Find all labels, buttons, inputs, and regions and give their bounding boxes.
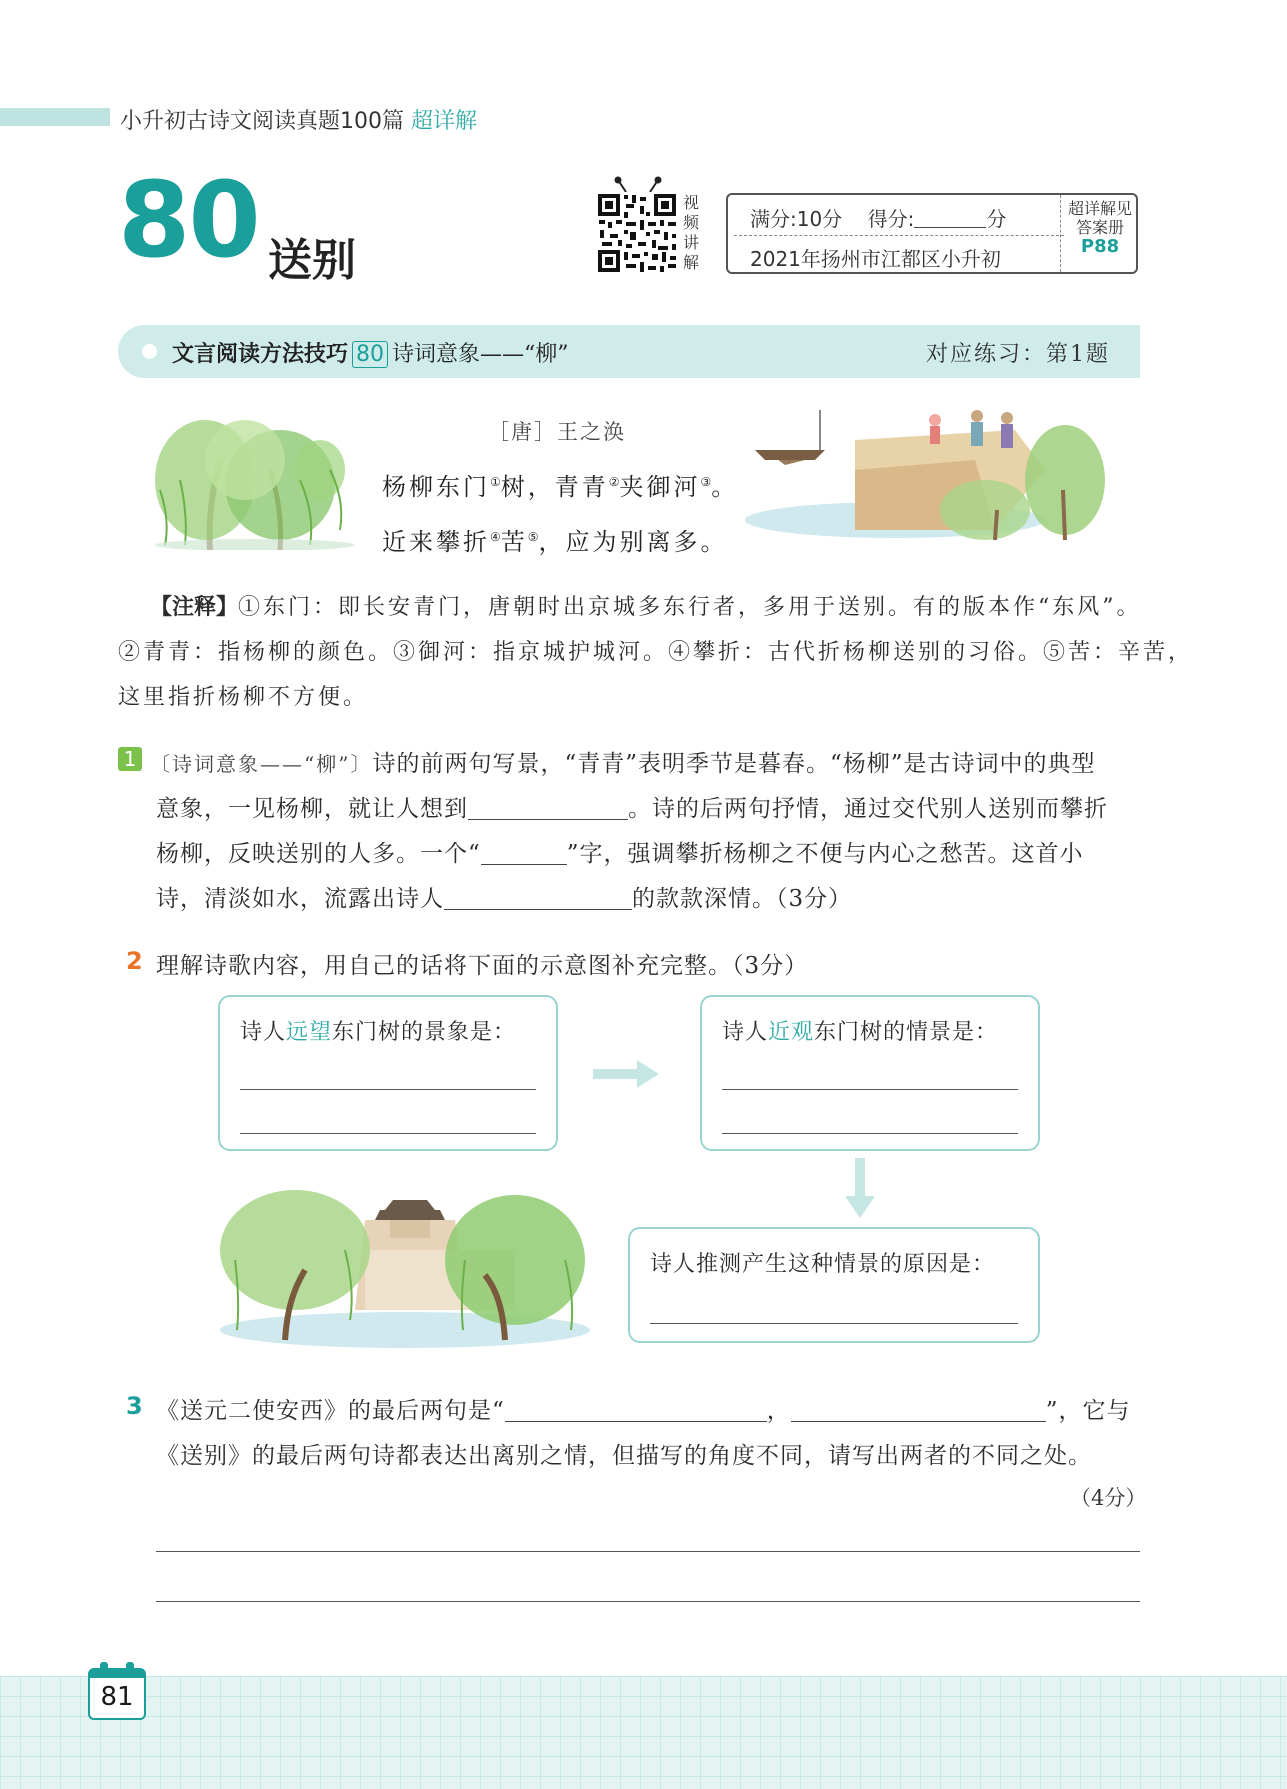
note-marker: ⑤ <box>527 530 539 544</box>
prompt-highlight: 近观 <box>768 1020 815 1045</box>
question-text: 的款款深情。（3分） <box>632 886 853 912</box>
question-text: 杨柳，反映送别的人多。一个“ <box>156 841 481 867</box>
question-2-number: 2 <box>126 947 143 975</box>
footer-grid <box>0 1676 1287 1789</box>
notes-label: 【注释】 <box>150 594 239 620</box>
reason-box <box>628 1227 1040 1343</box>
qr-caption-char: 视 <box>682 193 699 212</box>
poem-text: 近来攀折 <box>382 528 490 556</box>
score-blank[interactable] <box>914 209 986 228</box>
question-text: 诗，清淡如水，流露出诗人 <box>156 886 444 912</box>
answer-line[interactable] <box>240 1133 536 1134</box>
question-1-number: 1 <box>118 747 142 771</box>
question-text: 。诗的后两句抒情，通过交代别人送别而攀折 <box>628 796 1108 822</box>
score-vertical-divider <box>1060 195 1061 272</box>
answer-ref-line: 超详解见 <box>1067 199 1132 218</box>
answer-line[interactable] <box>650 1323 1018 1324</box>
poem-author: ［唐］王之涣 <box>488 420 626 444</box>
exam-source: 2021年扬州市江都区小升初 <box>750 247 1001 271</box>
question-1-line <box>156 880 852 913</box>
bullet-icon <box>142 344 157 359</box>
question-3-score: （4分） <box>1070 1486 1147 1510</box>
near-view-box <box>700 995 1040 1151</box>
method-topic: 诗词意象——“柳” <box>392 342 569 367</box>
question-text: ”字，强调攀折杨柳之不便与内心之愁苦。这首小 <box>566 841 1084 867</box>
qr-caption <box>680 193 702 273</box>
method-number: 80 <box>352 341 388 368</box>
far-view-box <box>218 995 558 1151</box>
score-label: 得分: <box>867 207 915 231</box>
answer-line[interactable] <box>722 1133 1018 1134</box>
poem-text: 苦 <box>500 528 528 556</box>
score-unit: 分 <box>986 207 1007 231</box>
willow-tree-illustration <box>150 400 360 550</box>
poem-line-1 <box>382 467 738 502</box>
river-farewell-illustration <box>745 410 1110 545</box>
answer-page: P88 <box>1080 236 1120 257</box>
calendar-bar <box>90 1670 144 1678</box>
question-1-line <box>156 790 1108 823</box>
notes-line-2: ②青青：指杨柳的颜色。③御河：指京城护城河。④攀折：古代折杨柳送别的习俗。⑤苦：辛苦， <box>118 640 1194 665</box>
answer-line[interactable] <box>156 1601 1140 1602</box>
header-accent-bar <box>0 108 110 126</box>
answer-blank[interactable] <box>468 797 628 820</box>
prompt-highlight: 远望 <box>286 1020 333 1045</box>
answer-line[interactable] <box>156 1551 1140 1552</box>
answer-line[interactable] <box>722 1089 1018 1090</box>
score-divider <box>734 235 1064 236</box>
question-1-tag: 〔诗词意象——“柳”〕 <box>150 752 373 776</box>
prompt-text: 东门树的情景是： <box>814 1020 999 1045</box>
poem-text: ，应为别离多。 <box>538 528 728 556</box>
qr-caption-char: 频 <box>682 213 699 232</box>
score-box <box>726 193 1138 274</box>
poem-text: 夹御河 <box>619 473 701 501</box>
question-1-line <box>150 745 1096 778</box>
notes-line-1 <box>150 590 1142 621</box>
answer-reference <box>1064 199 1136 256</box>
question-2-text: 理解诗歌内容，用自己的话将下面的示意图补充完整。（3分） <box>156 953 809 979</box>
notes-line-3: 这里指折杨柳不方便。 <box>118 685 369 710</box>
note-marker: ③ <box>700 475 712 489</box>
lesson-title: 送别 <box>268 235 356 286</box>
arrow-right-icon <box>593 1060 659 1088</box>
method-label <box>172 337 569 368</box>
prompt-text: 诗人 <box>240 1020 287 1045</box>
near-view-prompt <box>722 1015 998 1046</box>
poem-text: 。 <box>711 473 739 501</box>
question-3-line: 《送别》的最后两句诗都表达出离别之情，但描写的角度不同，请写出两者的不同之处。 <box>156 1443 1092 1469</box>
question-3-number: 3 <box>126 1392 143 1420</box>
poem-line-2 <box>382 522 728 557</box>
answer-blank[interactable] <box>481 842 567 865</box>
reason-prompt: 诗人推测产生这种情景的原因是： <box>650 1252 996 1277</box>
question-1-line <box>156 835 1084 868</box>
question-3-line <box>156 1392 1131 1425</box>
question-text: ， <box>766 1398 791 1424</box>
note-marker: ① <box>490 475 501 489</box>
book-title <box>120 104 477 135</box>
lesson-number: 80 <box>118 159 259 281</box>
qr-caption-char: 讲 <box>682 233 699 252</box>
question-text: 意象，一见杨柳，就让人想到 <box>156 796 468 822</box>
answer-blank[interactable] <box>791 1399 1046 1422</box>
poem-text: 树，青青 <box>500 473 609 501</box>
question-text: 《送元二使安西》的最后两句是“ <box>156 1398 505 1424</box>
poem-text: 杨柳东门 <box>382 473 490 501</box>
question-text: 诗的前两句写景，“青青”表明季节是暮春。“杨柳”是古诗词中的典型 <box>372 751 1096 777</box>
answer-ref-line: 答案册 <box>1075 218 1124 237</box>
qr-caption-char: 解 <box>682 253 699 272</box>
calendar-ring-icon <box>126 1662 134 1674</box>
page-number-box <box>88 1668 146 1720</box>
notes-text: ①东门：即长安青门，唐朝时出京城多东行者，多用于送别。有的版本作“东风”。 <box>238 595 1142 620</box>
calendar-ring-icon <box>100 1662 108 1674</box>
question-text: ”，它与 <box>1045 1398 1131 1424</box>
full-score-label: 满分:10分 <box>750 207 843 231</box>
qr-code-icon[interactable] <box>596 192 678 274</box>
score-row <box>750 203 1006 232</box>
method-banner <box>118 325 1140 378</box>
answer-line[interactable] <box>240 1089 536 1090</box>
arrow-down-icon <box>845 1158 875 1218</box>
method-ref: 对应练习：第1题 <box>926 342 1110 367</box>
book-title-text: 小升初古诗文阅读真题100篇 <box>120 109 404 134</box>
prompt-text: 诗人 <box>722 1020 769 1045</box>
city-gate-willow-illustration <box>215 1180 595 1350</box>
note-marker: ④ <box>490 530 501 544</box>
answer-blank[interactable] <box>444 887 632 910</box>
far-view-prompt <box>240 1015 516 1046</box>
page-number: 81 <box>100 1682 134 1712</box>
method-label-text: 文言阅读方法技巧 <box>172 342 349 367</box>
note-marker: ② <box>608 475 620 489</box>
answer-blank[interactable] <box>505 1399 767 1422</box>
prompt-text: 东门树的景象是： <box>332 1020 517 1045</box>
book-subtitle: 超详解 <box>411 109 478 134</box>
